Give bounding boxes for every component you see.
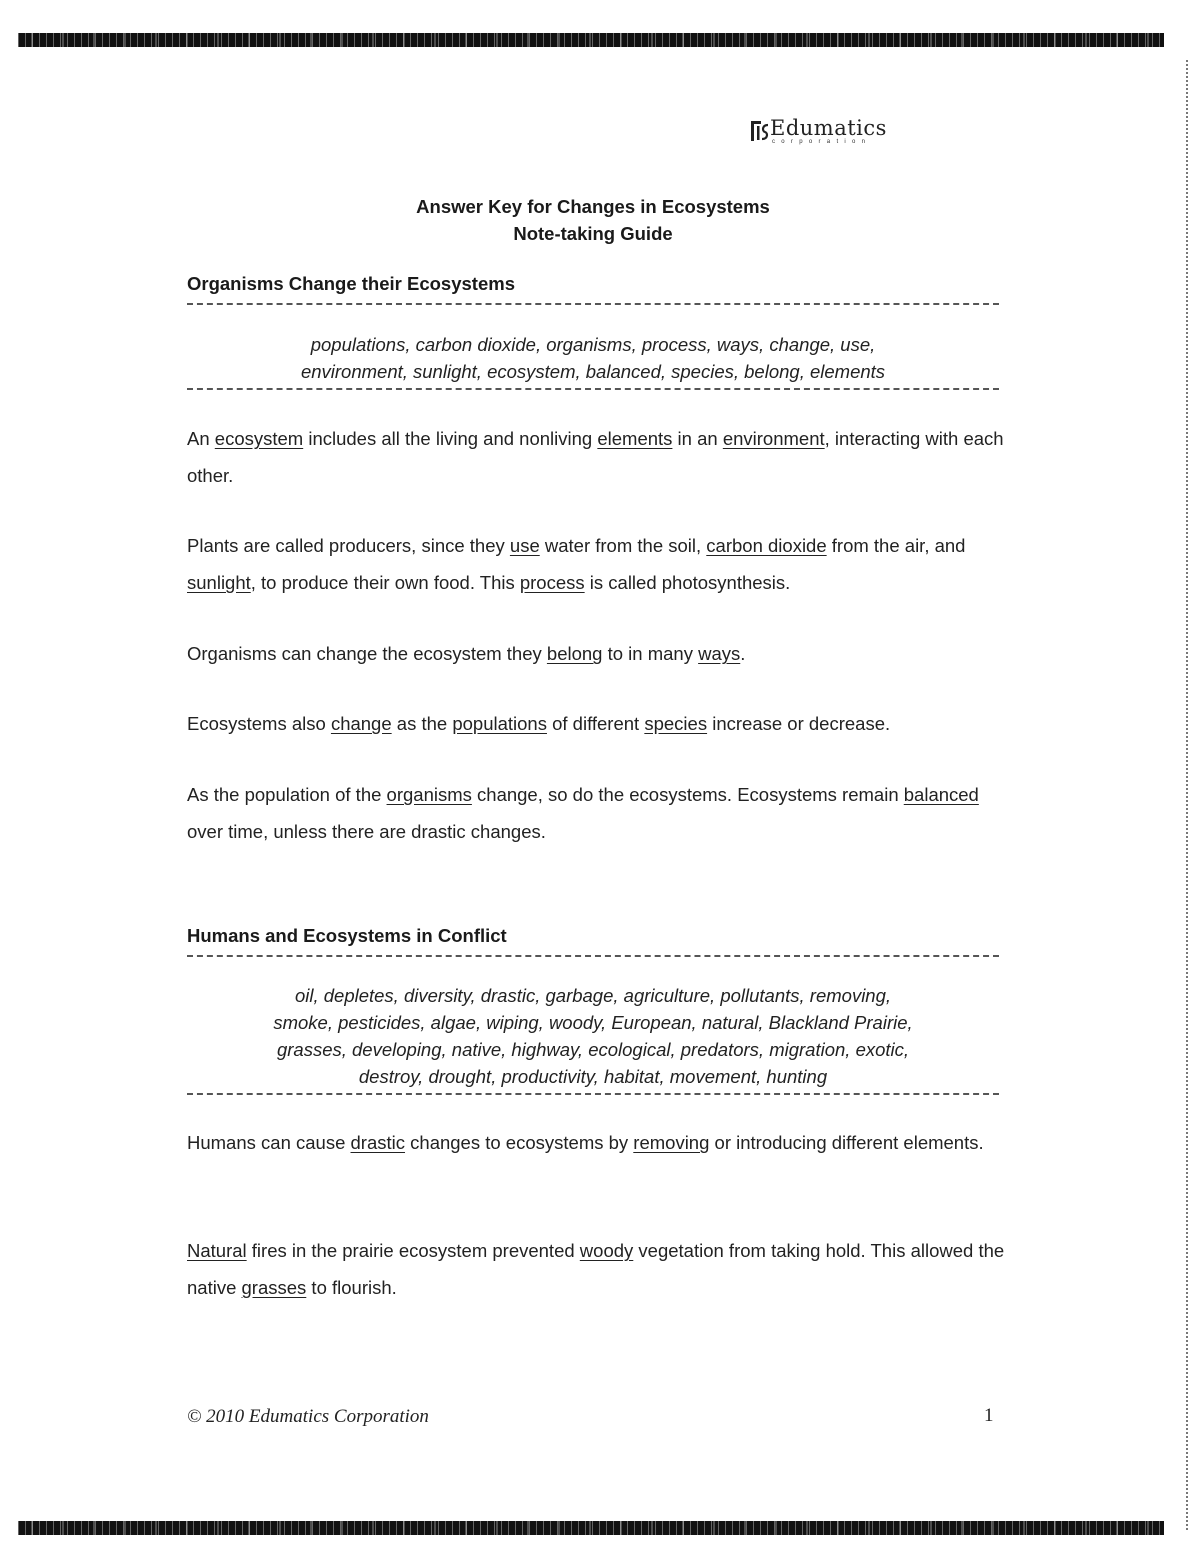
text: or introducing different elements.	[709, 1132, 984, 1153]
edumatics-logo	[748, 116, 918, 150]
paragraph-populations	[187, 705, 1007, 742]
answer-blank: ecosystem	[214, 428, 304, 449]
answer-blank: change	[330, 713, 392, 734]
logo-name: Edumatics	[770, 116, 887, 140]
answer-blank: removing	[633, 1132, 710, 1153]
text: from the air, and	[826, 535, 966, 556]
text: As the population of the	[187, 784, 387, 805]
scan-border-bottom	[18, 1521, 1164, 1535]
answer-blank: populations	[452, 713, 547, 734]
word-bank-line: smoke, pesticides, algae, wiping, woody, European, natural, Blackland Prairie,	[273, 1012, 913, 1033]
text: Humans can cause	[187, 1132, 351, 1153]
answer-blank: use	[509, 535, 540, 556]
answer-blank: balanced	[903, 784, 979, 805]
text: vegetation from taking hold. This allowed the native	[187, 1240, 1005, 1298]
word-bank-line: environment, sunlight, ecosystem, balanced, species, belong, elements	[300, 361, 886, 382]
paragraph-organisms-change	[187, 635, 1007, 672]
page-number: 1	[984, 1405, 994, 1426]
text: increase or decrease.	[707, 713, 891, 734]
title-line-1: Answer Key for Changes in Ecosystems	[416, 196, 770, 217]
section-heading-organisms	[187, 273, 999, 305]
scan-edge-right	[1186, 60, 1188, 1530]
logo-subtitle: corporation	[772, 139, 872, 145]
scan-border-top	[18, 33, 1164, 47]
text: changes to ecosystems by	[405, 1132, 634, 1153]
answer-blank: ways	[698, 643, 741, 664]
answer-blank: carbon dioxide	[706, 535, 827, 556]
text: water from the soil,	[539, 535, 707, 556]
text: is called photosynthesis.	[584, 572, 791, 593]
answer-blank: Natural	[187, 1240, 247, 1261]
paragraph-ecosystem-definition	[187, 420, 1007, 494]
text: of different	[546, 713, 645, 734]
word-bank-line: populations, carbon dioxide, organisms, process, ways, change, use,	[310, 334, 876, 355]
section-heading-humans	[187, 925, 999, 957]
word-bank-organisms	[187, 331, 999, 390]
text: An	[187, 428, 215, 449]
text: , to produce their own food. This	[250, 572, 520, 593]
answer-blank: environment	[722, 428, 825, 449]
text: fires in the prairie ecosystem prevented	[246, 1240, 580, 1261]
answer-blank: organisms	[386, 784, 472, 805]
answer-blank: species	[644, 713, 708, 734]
text: Organisms can change the ecosystem they	[187, 643, 547, 664]
text: change, so do the ecosystems. Ecosystems remain	[471, 784, 904, 805]
text: to flourish.	[306, 1277, 397, 1298]
text: .	[740, 643, 746, 664]
answer-blank: woody	[579, 1240, 634, 1261]
footer-copyright: © 2010 Edumatics Corporation	[187, 1406, 429, 1427]
paragraph-balanced	[187, 776, 1007, 850]
paragraph-drastic-changes	[187, 1124, 1007, 1161]
edumatics-logo-icon	[750, 120, 770, 142]
document-title	[0, 193, 1186, 247]
section-heading-text: Organisms Change their Ecosystems	[187, 273, 515, 294]
text: to in many	[602, 643, 699, 664]
word-bank-line: destroy, drought, productivity, habitat, movement, hunting	[358, 1066, 828, 1087]
word-bank-line: grasses, developing, native, highway, ecological, predators, migration, exotic,	[276, 1039, 910, 1060]
text: over time, unless there are drastic changes.	[187, 821, 546, 842]
answer-blank: drastic	[350, 1132, 406, 1153]
answer-blank: process	[519, 572, 585, 593]
section-heading-text: Humans and Ecosystems in Conflict	[187, 925, 507, 946]
paragraph-prairie-fires	[187, 1232, 1007, 1306]
text: , interacting with each other.	[187, 428, 1004, 486]
answer-blank: elements	[597, 428, 673, 449]
title-line-2: Note-taking Guide	[513, 223, 673, 244]
paragraph-producers	[187, 527, 1007, 601]
text: as the	[391, 713, 453, 734]
answer-blank: sunlight	[187, 572, 251, 593]
answer-blank: grasses	[241, 1277, 307, 1298]
answer-blank: belong	[546, 643, 603, 664]
word-bank-humans	[187, 982, 999, 1095]
text: includes all the living and nonliving	[303, 428, 598, 449]
word-bank-line: oil, depletes, diversity, drastic, garbage, agriculture, pollutants, removing,	[294, 985, 892, 1006]
text: in an	[672, 428, 723, 449]
text: Ecosystems also	[187, 713, 331, 734]
text: Plants are called producers, since they	[187, 535, 510, 556]
